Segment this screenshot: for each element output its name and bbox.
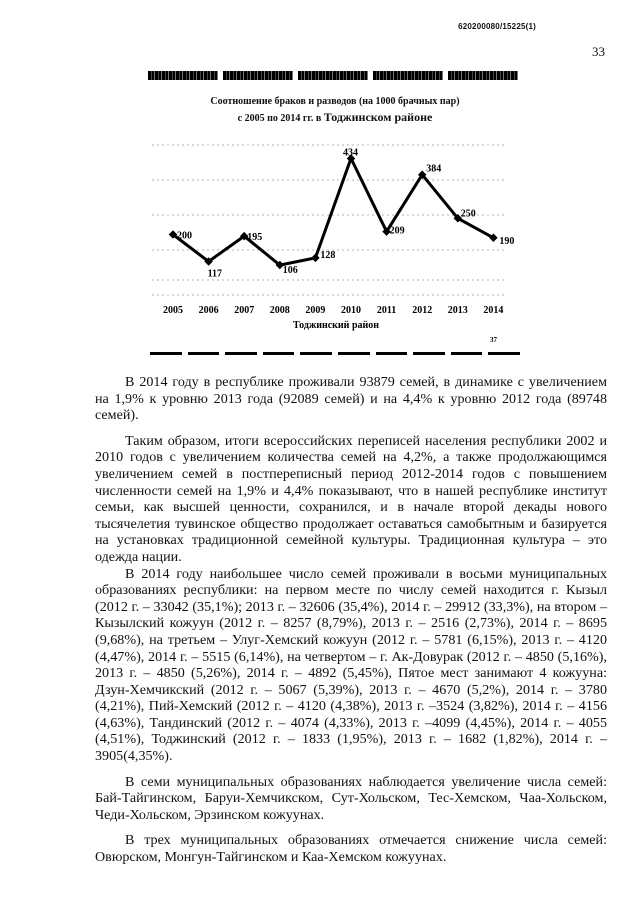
data-label: 190 — [499, 235, 515, 247]
page-number: 33 — [592, 44, 605, 59]
rule-segment — [338, 352, 370, 355]
rule-segment — [263, 352, 295, 355]
paragraph: Таким образом, итоги всероссийских переписей населения республики 2002 и 2010 годов с увеличением количества семей на 4,2%, а также продолжающимся увеличением семей в постпереписный период 2012-2014 годов с повышением численности семей на 1,9% и 4,4% показывают, что в нашей республике институт семьи, как высшей ценности, сохранился, и в начале второй декады нового тысячелетия тувинское общество продолжает оставаться самобытным и базируется на установках традиционной семейной культуры. Традиционная культура – это одежда нации. — [95, 432, 607, 565]
x-tick-label: 2007 — [234, 305, 255, 316]
paragraph: В 2014 году в республике проживали 93879 семей, в динамике с увеличением на 1,9% к уровню 2013 года (92089 семей) и на 4,4% к уровню 2012 года (89748 семей). — [95, 374, 607, 424]
x-tick-label: 2009 — [305, 305, 326, 316]
rule-segment — [413, 352, 445, 355]
chart-title-region: Тоджинском районе — [323, 110, 433, 124]
rule-segment — [451, 352, 483, 355]
data-label: 250 — [460, 208, 476, 220]
chart-title-line1: Соотношение браков и разводов (на 1000 брачных пар) — [210, 96, 460, 107]
x-tick-label: 2006 — [198, 305, 219, 316]
decorative-bar-segment — [223, 71, 293, 80]
decorative-bar-segment — [148, 71, 218, 80]
chart-title-prefix: с 2005 по 2014 гг. в — [237, 113, 322, 124]
rule-segment — [488, 352, 520, 355]
decorative-header-bar — [148, 71, 518, 80]
x-tick-label: 2013 — [447, 305, 468, 316]
decorative-bar-segment — [298, 71, 368, 80]
x-tick-label: 2010 — [341, 305, 361, 316]
rule-segment — [225, 352, 257, 355]
decorative-bar-segment — [448, 71, 518, 80]
rule-segment — [376, 352, 408, 355]
x-tick-label: 2014 — [483, 305, 504, 316]
data-label: 106 — [282, 265, 298, 277]
chart-title-line2 — [150, 110, 520, 125]
data-label: 117 — [207, 268, 223, 280]
document-code: 620200080/15225(1) — [458, 22, 536, 31]
x-tick-label: 2008 — [269, 305, 290, 316]
rule-segment — [150, 352, 182, 355]
chart-bottom-rule — [150, 350, 520, 356]
body-text — [95, 374, 607, 866]
decorative-bar-segment — [373, 71, 443, 80]
x-tick-label: 2005 — [163, 305, 183, 316]
x-tick-label: 2011 — [376, 305, 397, 316]
data-label: 200 — [177, 230, 192, 242]
data-point — [311, 254, 319, 262]
line-chart — [146, 130, 516, 348]
paragraph: В 2014 году наибольшее число семей проживали в восьми муниципальных образованиях республики: на первом месте по числу семей находится г. Кызыл (2012 г. – 33042 (35,1%); 2013 г. – 32606 (35,4%), 2014 г. – 29912 (33,3%), на втором – Кызылский кожуун (2012 г. – 8257 (8,79%), 2013 г. – 2516 (2,73%), 2014 г. – 8695 (9,68%), на третьем – Улуг-Хемский кожуун (2012 г. – 5781 (6,15%), 2013 г. – 4120 (4,47%), 2014 г. – 5515 (6,14%), на четвертом – г. Ак-Довурак (2012 г. – 4850 (5,16%), 2013 г. – 4850 (5,26%), 2014 г. – 4892 (5,45%), Пятое мест занимают 4 кожууна: Дзун-Хемчикский (2012 г. – 5067 (5,39%), 2013 г. – 4670 (5,2%), 2014 г. – 3780 (4,21%), Пий-Хемский (2012 г. – 4120 (4,38%), 2013 г. –3524 (3,82%), 2014 г. – 4156 (4,63%), Тандинский (2012 г. – 4074 (4,33%), 2013 г. –4099 (4,45%), 2014 г. – 4055 (4,51%), Тоджинский (2012 г. – 1833 (1,95%), 2013 г. – 1682 (1,82%), 2014 г. – 3905(4,35%). — [95, 565, 607, 765]
paragraph: В семи муниципальных образованиях наблюдается увеличение числа семей: Бай-Тайгинском, Баруи-Хемчикском, Сут-Хольском, Тес-Хемском, Чаа-Хольском, Чеди-Хольском, Эрзинском кожуунах. — [95, 773, 607, 823]
paragraph: В трех муниципальных образованиях отмечается снижение числа семей: Овюрском, Монгун-Тайгинском и Каа-Хемском кожуунах. — [95, 832, 607, 866]
data-label: 384 — [426, 163, 442, 175]
data-label: 128 — [320, 249, 336, 261]
x-tick-label: 2012 — [412, 305, 433, 316]
rule-segment — [300, 352, 332, 355]
rule-segment — [188, 352, 220, 355]
data-label: 209 — [389, 225, 405, 237]
data-label: 195 — [247, 232, 263, 244]
chart-footnote: 37 — [490, 336, 497, 344]
x-axis-title: Тоджинский район — [292, 320, 380, 331]
data-label: 434 — [343, 147, 358, 159]
